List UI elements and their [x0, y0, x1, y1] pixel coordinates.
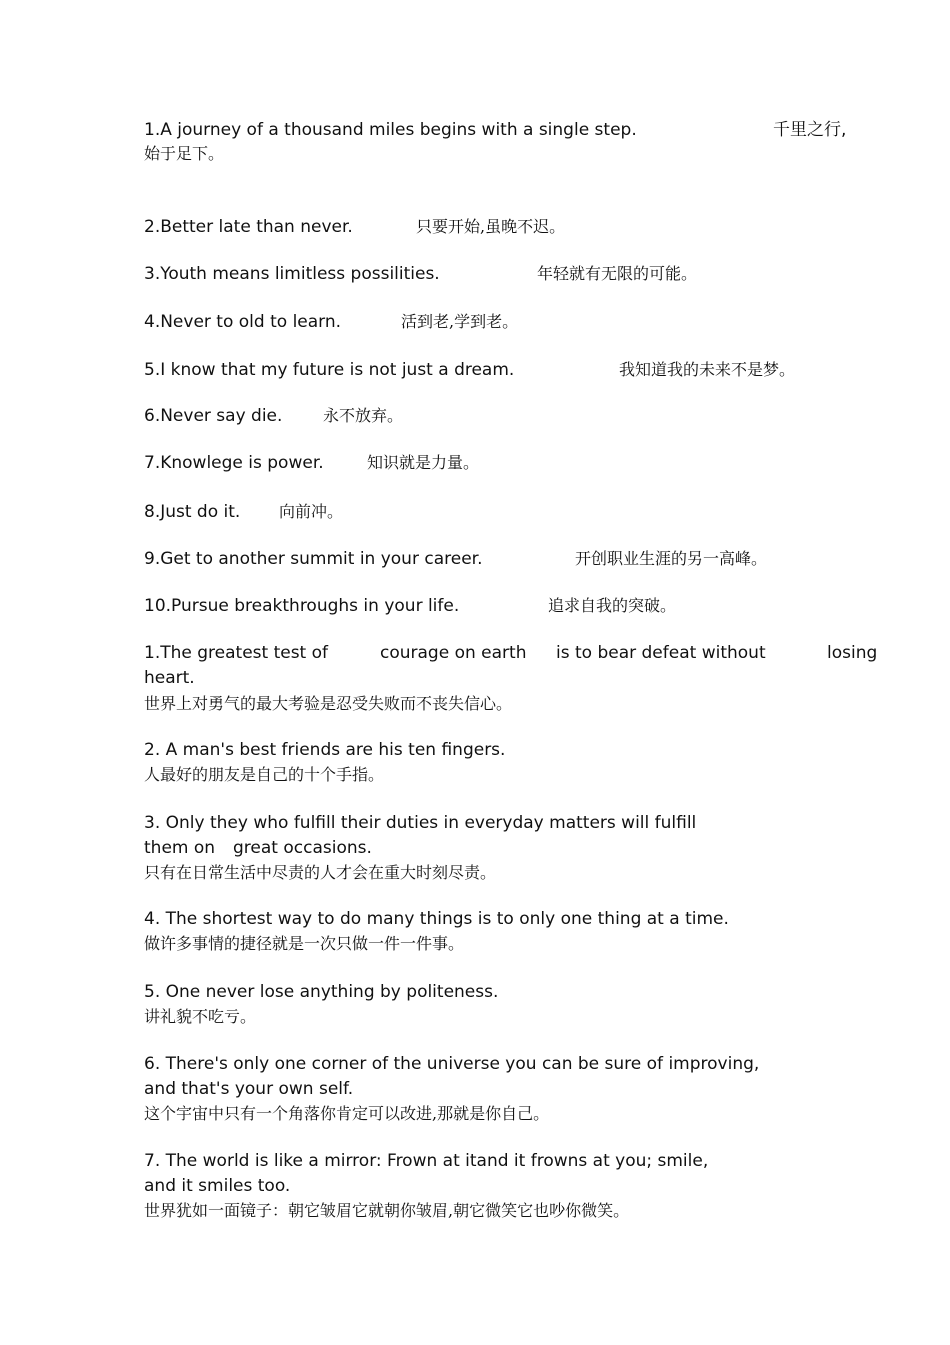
- quote-4-chinese: 活到老,学到老。: [401, 312, 519, 331]
- s2-quote-1-en-e: heart.: [144, 668, 195, 688]
- quote-2-english: 2.Better late than never.: [144, 217, 353, 237]
- quote-10-english: 10.Pursue breakthroughs in your life.: [144, 596, 460, 616]
- quote-7-chinese: 知识就是力量。: [367, 453, 480, 472]
- s2-quote-1-en-c: is to bear defeat without: [556, 643, 766, 663]
- s2-quote-3-en-b: them on: [144, 838, 216, 858]
- s2-quote-1-en-a: 1.The greatest test of: [144, 643, 329, 663]
- s2-quote-4-chinese: 做许多事情的捷径就是一次只做一件一件事。: [144, 934, 465, 953]
- s2-quote-1-en-b: courage on earth: [380, 643, 527, 663]
- quote-3-chinese: 年轻就有无限的可能。: [537, 264, 698, 283]
- quote-6-chinese: 永不放弃。: [323, 406, 404, 425]
- quote-7-english: 7.Knowlege is power.: [144, 453, 324, 473]
- s2-quote-1-chinese: 世界上对勇气的最大考验是忍受失败而不丧失信心。: [144, 694, 513, 713]
- quote-4-english: 4.Never to old to learn.: [144, 312, 342, 332]
- quote-1-english: [144, 119, 637, 141]
- s2-quote-7-en-b: and it smiles too.: [144, 1176, 291, 1196]
- quote-1-chinese-b: 始于足下。: [144, 144, 225, 163]
- quote-8-english: 8.Just do it.: [144, 502, 241, 522]
- quote-6-english: 6.Never say die.: [144, 406, 283, 426]
- s2-quote-3-chinese: 只有在日常生活中尽责的人才会在重大时刻尽责。: [144, 863, 497, 882]
- quote-1-chinese-a: 千里之行,: [773, 120, 847, 140]
- s2-quote-2-chinese: 人最好的朋友是自己的十个手指。: [144, 765, 385, 784]
- quote-8-chinese: 向前冲。: [279, 502, 344, 521]
- s2-quote-7-en-a: 7. The world is like a mirror: Frown at itand it frowns at you; smile,: [144, 1151, 709, 1171]
- quote-9-english: 9.Get to another summit in your career.: [144, 549, 483, 569]
- s2-quote-3-en-a: 3. Only they who fulfill their duties in everyday matters will fulfill: [144, 813, 697, 833]
- quote-2-chinese: 只要开始,虽晚不迟。: [416, 217, 566, 236]
- s2-quote-6-chinese: 这个宇宙中只有一个角落你肯定可以改进,那就是你自己。: [144, 1104, 550, 1123]
- quote-10-chinese: 追求自我的突破。: [548, 596, 677, 615]
- s2-quote-6-en-b: and that's your own self.: [144, 1079, 354, 1099]
- s2-quote-3-en-c: great occasions.: [233, 838, 372, 858]
- quote-5-chinese: 我知道我的未来不是梦。: [619, 360, 796, 379]
- quote-1-en-text: 1.A journey of a thousand miles begins with a single step.: [144, 120, 637, 140]
- s2-quote-6-en-a: 6. There's only one corner of the universe you can be sure of improving,: [144, 1054, 760, 1074]
- s2-quote-7-chinese: 世界犹如一面镜子：朝它皱眉它就朝你皱眉,朝它微笑它也吵你微笑。: [144, 1201, 630, 1220]
- s2-quote-2-english: 2. A man's best friends are his ten fingers.: [144, 740, 506, 760]
- s2-quote-4-english: 4. The shortest way to do many things is to only one thing at a time.: [144, 909, 729, 929]
- s2-quote-1-en-d: losing: [827, 643, 878, 663]
- quote-9-chinese: 开创职业生涯的另一高峰。: [575, 549, 768, 568]
- s2-quote-5-chinese: 讲礼貌不吃亏。: [144, 1007, 257, 1026]
- quote-5-english: 5.I know that my future is not just a dream.: [144, 360, 515, 380]
- quote-3-english: 3.Youth means limitless possilities.: [144, 264, 440, 284]
- s2-quote-5-english: 5. One never lose anything by politeness.: [144, 982, 499, 1002]
